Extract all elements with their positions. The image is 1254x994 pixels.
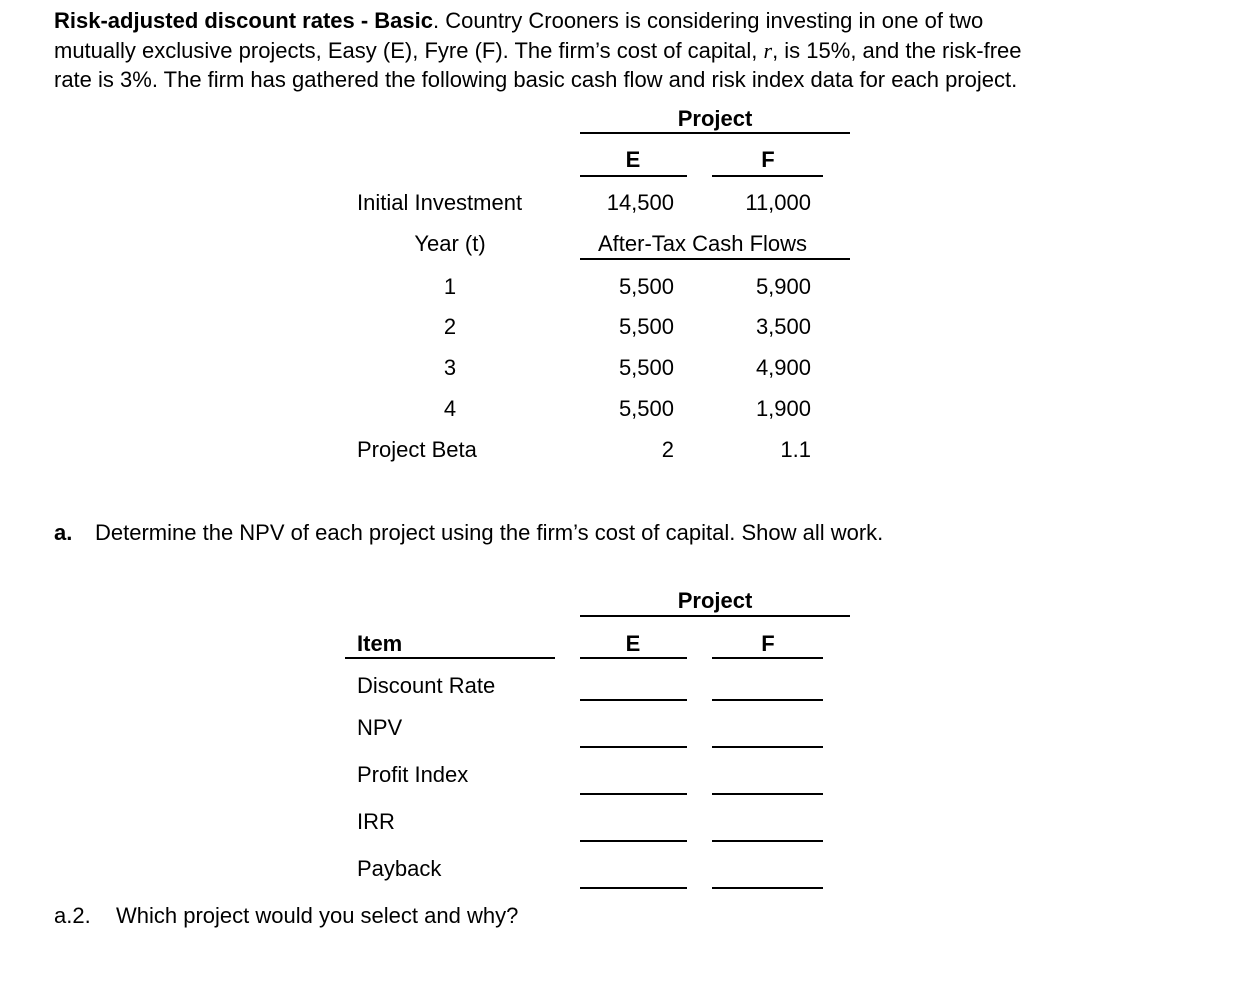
cash-flow-e: 5,500 <box>618 274 674 299</box>
item-npv: NPV <box>357 715 403 740</box>
cash-flow-e: 5,500 <box>618 355 674 380</box>
project-beta-f: 1.1 <box>780 437 811 462</box>
divider <box>345 657 555 659</box>
item-profit-index: Profit Index <box>357 762 469 787</box>
year: 4 <box>443 396 457 421</box>
year: 2 <box>443 314 457 339</box>
cash-flow-f: 3,500 <box>755 314 811 339</box>
year: 1 <box>443 274 457 299</box>
question-a2-marker: a.2. <box>54 903 91 928</box>
initial-investment-e: 14,500 <box>606 190 674 215</box>
divider <box>580 132 850 134</box>
cash-flow-e: 5,500 <box>618 314 674 339</box>
initial-investment-label: Initial Investment <box>357 190 523 215</box>
divider <box>580 615 850 617</box>
cash-flow-f: 1,900 <box>755 396 811 421</box>
divider <box>580 657 687 659</box>
year: 3 <box>443 355 457 380</box>
answer-blank-f[interactable] <box>712 887 823 889</box>
divider <box>712 175 823 177</box>
divider <box>712 657 823 659</box>
answer-blank-f[interactable] <box>712 699 823 701</box>
col-header-e: E <box>625 631 641 656</box>
cash-flow-f: 4,900 <box>755 355 811 380</box>
problem-intro: Risk-adjusted discount rates - Basic. Country Crooners is considering investing in one of two mutually exclusive projects, Easy (E), Fyre (F). The firm’s cost of capital, r, is 15%, and the risk-free rate is 3%. The firm has gathered the following basic cash flow and risk index data for each project. <box>54 8 1022 92</box>
answer-blank-f[interactable] <box>712 746 823 748</box>
answer-blank-f[interactable] <box>712 793 823 795</box>
answer-blank-e[interactable] <box>580 746 687 748</box>
problem-title: Risk-adjusted discount rates - Basic <box>54 8 433 33</box>
question-a-text: Determine the NPV of each project using the firm’s cost of capital. Show all work. <box>95 520 884 545</box>
cash-flow-e: 5,500 <box>618 396 674 421</box>
project-header: Project <box>677 106 753 131</box>
divider <box>580 258 850 260</box>
col-header-f: F <box>761 631 775 656</box>
question-a2-text: Which project would you select and why? <box>116 903 519 928</box>
item-header: Item <box>357 631 403 656</box>
answer-blank-e[interactable] <box>580 887 687 889</box>
item-discount-rate: Discount Rate <box>357 673 496 698</box>
col-header-e: E <box>625 147 641 172</box>
answer-blank-e[interactable] <box>580 840 687 842</box>
answer-blank-e[interactable] <box>580 699 687 701</box>
cash-flow-f: 5,900 <box>755 274 811 299</box>
item-irr: IRR <box>357 809 395 834</box>
cash-flow-header: After-Tax Cash Flows <box>598 231 808 256</box>
year-label: Year (t) <box>414 231 486 256</box>
answer-blank-f[interactable] <box>712 840 823 842</box>
question-a-marker: a. <box>54 520 73 545</box>
project-beta-label: Project Beta <box>357 437 477 462</box>
divider <box>580 175 687 177</box>
project-header: Project <box>677 588 753 613</box>
col-header-f: F <box>761 147 775 172</box>
item-payback: Payback <box>357 856 442 881</box>
initial-investment-f: 11,000 <box>745 190 811 215</box>
project-beta-e: 2 <box>661 437 674 462</box>
answer-blank-e[interactable] <box>580 793 687 795</box>
